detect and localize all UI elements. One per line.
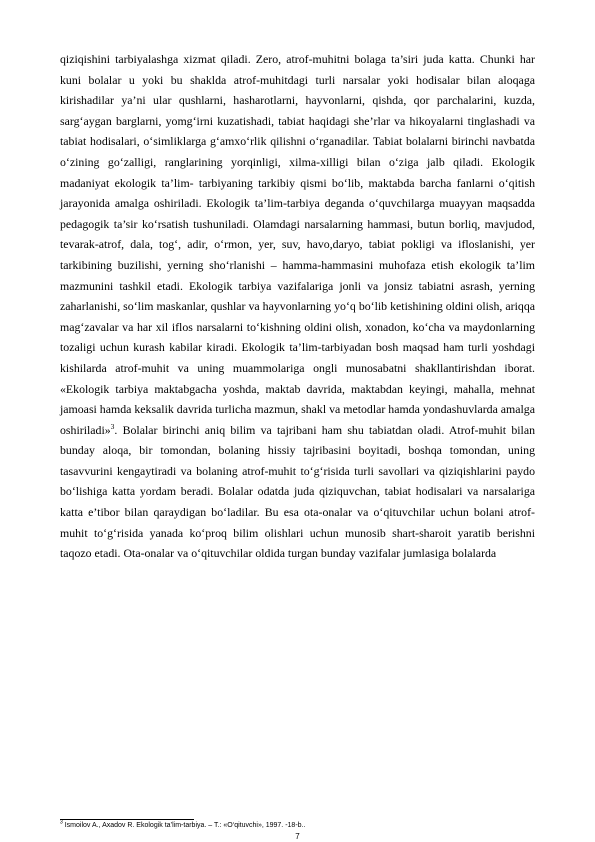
paragraph-text-part2: . Bolalar birinchi aniq bilim va tajribani ham shu tabiatdan oladi. Atrof-muhit bilan bunday aloqa, bir tomondan, bolaning hissiy tajribasini boyitadi, boshqa tomondan, uning tasavvurini kengaytiradi va bolaning atrof-muhit to‘g‘risida turli savollari va qiziqishlarini paydo bo‘lishiga katta yordam beradi. Bolalar odatda juda qiziquvchan, tabiat hodisalari va narsalariga katta e’tibor bilan qaraydigan bo‘ladilar. Bu esa ota-onalar va o‘qituvchilar uchun bolani atrof-muhit to‘g‘risida yanada ko‘proq bilim olishlari uchun munosib shart-sharoit yaratib berishni taqozo etadi. Ota-onalar va o‘qituvchilar oldida turgan bunday vazifalar jumlasiga bolalarda: [60, 422, 535, 561]
paragraph-text-part1: qiziqishini tarbiyalashga xizmat qiladi. Zero, atrof-muhitni bolaga ta’siri juda katta. Chunki har kuni bolalar u yoki bu shaklda atrof-muhitdagi turli narsalar yoki hodisalar bilan aloqaga kirishadilar ya’ni ular qushlarni, hasharotlarni, hayvonlarni, qishda, qor parchalarini, kuzda, sarg‘aygan barglarni, yomg‘irni kuzatishadi, tabiat haqidagi she’rlar va hikoyalarni tinglashadi va tabiat hodisalari, o‘simliklarga g‘amxo‘rlik qilishni o‘rganadilar. Tabiat bolalarni birinchi navbatda o‘zining go‘zalligi, ranglarining yorqinligi, xilma-xilligi bilan o‘ziga jalb qiladi. Ekologik madaniyat ekologik ta’lim- tarbiyaning tarkibiy qismi bo‘lib, maktabda barcha fanlarni o‘qitish jarayonida amalga oshiriladi. Ekologik ta’lim-tarbiya deganda o‘quvchilarga muayyan maqsadda pedagogik ta’sir ko‘rsatish tushuniladi. Olamdagi narsalarning hammasi, butun borliq, mavjudod, tevarak-atrof, dala, tog‘, adir, o‘rmon, yer, suv, havo,daryo, tabiat pokligi va ifloslanishi, yer tarkibining buzilishi, yerning sho‘rlanishi – hamma-hammasini muhofaza etish ekologik ta’lim mazmunini tashkil etadi. Ekologik tarbiya vazifalariga jonli va jonsiz tabiatni asrash, yerning zaharlanishi, so‘lim maskanlar, qushlar va hayvonlarning yo‘q bo‘lib ketishining oldini olish, ariqqa mag‘zavalar va har xil iflos narsalarni to‘kishning oldini olish, xonadon, ko‘cha va maydonlarning tozaligi uchun kurash kabilar kiradi. Ekologik ta’lim-tarbiyadan bosh maqsad ham turli yoshdagi kishilarda atrof-muhit va uning muammolariga ongli munosabatni shakllantirishdan iborat. «Ekologik tarbiya maktabgacha yoshda, maktab davrida, maktabdan keyingi, mahalla, mehnat jamoasi hamda keksalik davrida turlicha mazmun, shakl va metodlar hamda yondashuvlarda amalga oshiriladi»: [60, 52, 535, 437]
footnote: [60, 821, 535, 830]
footnote-reference[interactable]: 3: [110, 421, 115, 431]
page-body: [60, 49, 535, 564]
main-paragraph: [60, 49, 535, 564]
footnote-divider: [60, 819, 194, 820]
page-number: 7: [295, 832, 300, 841]
footnote-text: Ismoilov A., Axadov R. Ekologik ta’lim-tarbiya. – T.: «O‘qituvchi», 1997. -18-b..: [62, 822, 306, 829]
footnote-number: 3: [60, 819, 63, 826]
